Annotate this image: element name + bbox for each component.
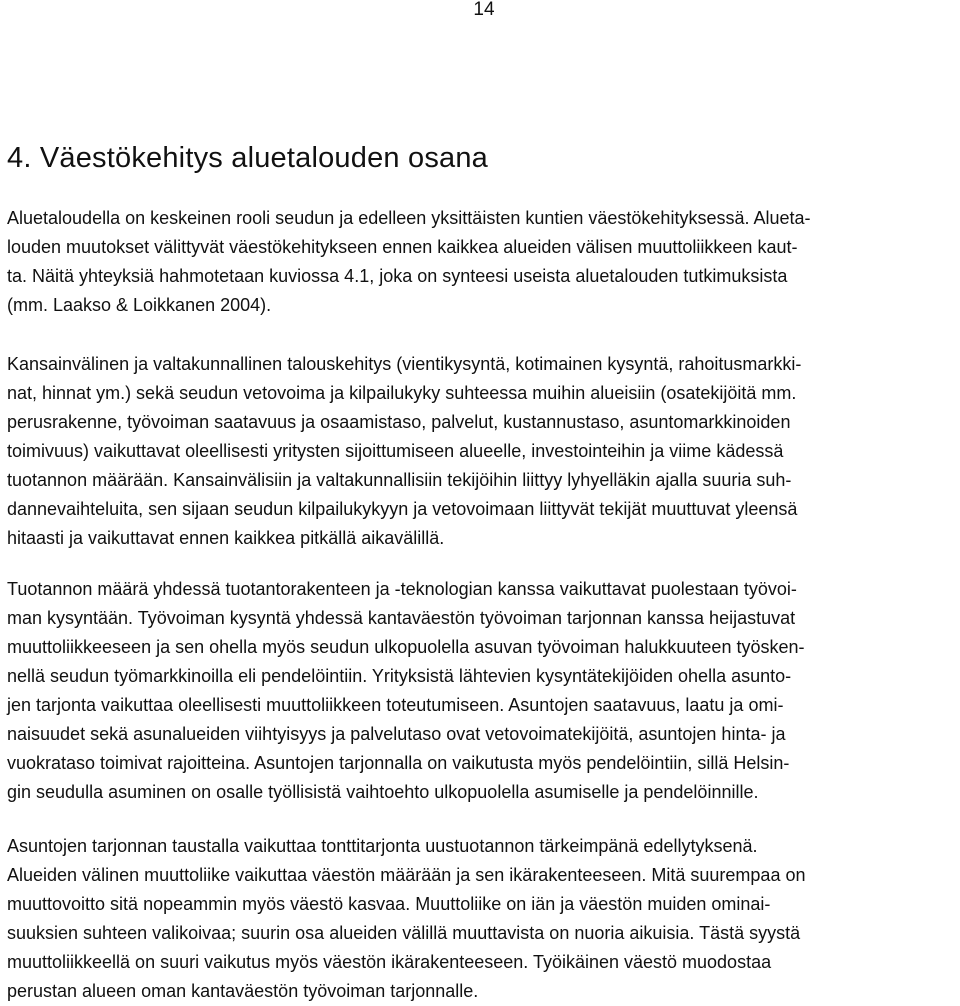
text-line: louden muutokset välittyvät väestökehitykseen ennen kaikkea alueiden välisen muuttoliikkeen kaut- xyxy=(7,237,798,257)
text-line: nat, hinnat ym.) sekä seudun vetovoima ja kilpailukyky suhteessa muihin alueisiin (osatekijöitä mm. xyxy=(7,383,797,403)
text-line: toimivuus) vaikuttavat oleellisesti yritysten sijoittumiseen alueelle, investointeihin ja viime kädessä xyxy=(7,441,784,461)
section-heading: 4. Väestökehitys aluetalouden osana xyxy=(7,142,489,174)
text-line: hitaasti ja vaikuttavat ennen kaikkea pitkällä aikavälillä. xyxy=(7,528,445,548)
paragraph-3 xyxy=(7,575,804,807)
text-line: perusrakenne, työvoiman saatavuus ja osaamistaso, palvelut, kustannustaso, asuntomarkkinoiden xyxy=(7,412,791,432)
text-line: (mm. Laakso & Loikkanen 2004). xyxy=(7,295,272,315)
text-line: gin seudulla asuminen on osalle työllisistä vaihtoehto ulkopuolella asumiselle ja pendelöinnille. xyxy=(7,782,759,802)
text-line: suuksien suhteen valikoivaa; suurin osa alueiden välillä muuttavista on nuoria aikuisia. Tästä syystä xyxy=(7,923,801,943)
text-line: muuttovoitto sitä nopeammin myös väestö kasvaa. Muuttoliike on iän ja väestön muiden ominai- xyxy=(7,894,771,914)
text-line: Asuntojen tarjonnan taustalla vaikuttaa tonttitarjonta uustuotannon tärkeimpänä edellytyksenä. xyxy=(7,836,758,856)
text-line: vuokrataso toimivat rajoitteina. Asuntojen tarjonnalla on vaikutusta myös pendelöintiin, sillä Helsin- xyxy=(7,753,790,773)
text-line: Tuotannon määrä yhdessä tuotantorakenteen ja -teknologian kanssa vaikuttavat puolestaan työvoi- xyxy=(7,579,797,599)
text-line: tuotannon määrään. Kansainvälisiin ja valtakunnallisiin tekijöihin liittyy lyhyelläkin ajalla suuria suh- xyxy=(7,470,792,490)
text-line: naisuudet sekä asunalueiden viihtyisyys ja palvelutaso ovat vetovoimatekijöitä, asuntojen hinta- ja xyxy=(7,724,786,744)
text-line: Kansainvälinen ja valtakunnallinen talouskehitys (vientikysyntä, kotimainen kysyntä, rahoitusmarkki- xyxy=(7,354,802,374)
text-line: Alueiden välinen muuttoliike vaikuttaa väestön määrään ja sen ikärakenteeseen. Mitä suurempaa on xyxy=(7,865,806,885)
text-line: ta. Näitä yhteyksiä hahmotetaan kuviossa 4.1, joka on synteesi useista aluetalouden tutkimuksista xyxy=(7,266,788,286)
text-line: perustan alueen oman kantaväestön työvoiman tarjonnalle. xyxy=(7,981,479,1001)
text-line: muuttoliikkeeseen ja sen ohella myös seudun ulkopuolella asuvan työvoiman halukkuuteen työsken- xyxy=(7,637,805,657)
paragraph-2 xyxy=(7,350,801,553)
text-line: muuttoliikkeellä on suuri vaikutus myös väestön ikärakenteeseen. Työikäinen väestö muodostaa xyxy=(7,952,772,972)
paragraph-1 xyxy=(7,204,811,320)
paragraph-4 xyxy=(7,832,805,1006)
text-line: dannevaihteluita, sen sijaan seudun kilpailukykyyn ja vetovoimaan liittyvät tekijät muuttuvat yleensä xyxy=(7,499,798,519)
text-line: jen tarjonta vaikuttaa oleellisesti muuttoliikkeen toteutumiseen. Asuntojen saatavuus, laatu ja omi- xyxy=(7,695,784,715)
text-line: nellä seudun työmarkkinoilla eli pendelöintiin. Yrityksistä lähtevien kysyntätekijöiden ohella asunto- xyxy=(7,666,792,686)
text-line: Aluetaloudella on keskeinen rooli seudun ja edelleen yksittäisten kuntien väestökehityksessä. Alueta- xyxy=(7,208,811,228)
page-number: 14 xyxy=(473,0,495,20)
text-line: man kysyntään. Työvoiman kysyntä yhdessä kantaväestön työvoiman tarjonnan kanssa heijastuvat xyxy=(7,608,796,628)
